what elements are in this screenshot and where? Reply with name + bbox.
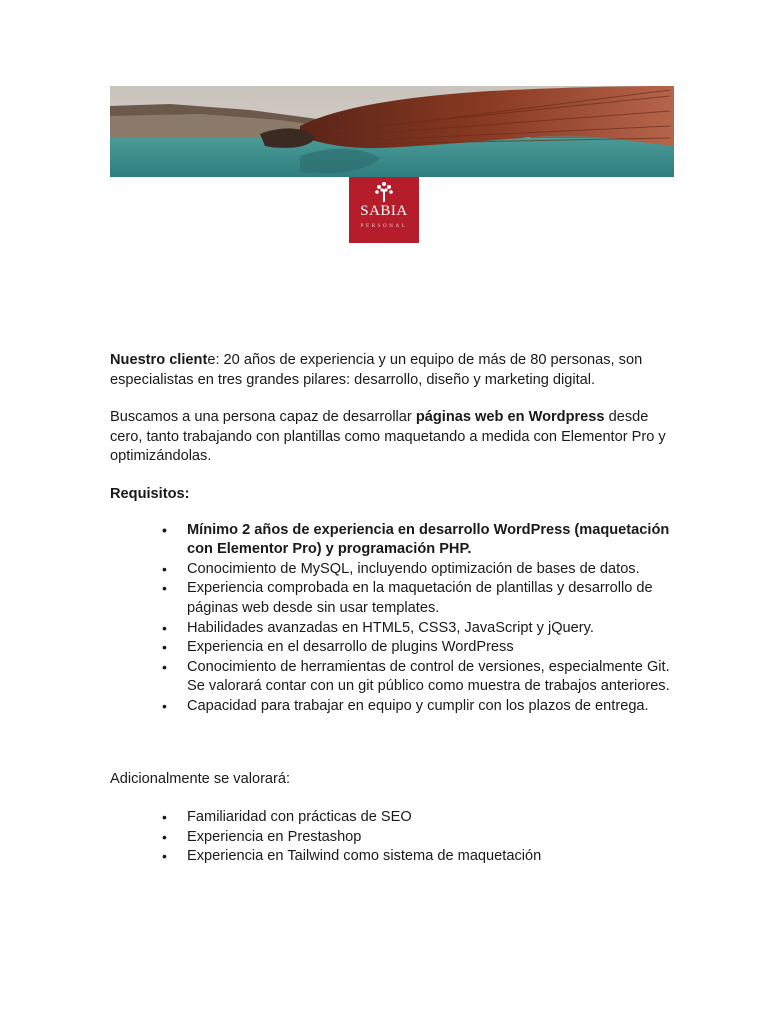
list-item: • Experiencia comprobada en la maquetación de plantillas y desarrollo de páginas web desde sin usar templates. xyxy=(110,579,670,618)
requirements-title-text: Requisitos: xyxy=(110,485,190,502)
additional-title: Adicionalmente se valorará: xyxy=(110,770,291,787)
logo-subtitle: PERSONAL xyxy=(360,224,408,229)
tree-icon xyxy=(374,181,394,203)
requirements-list xyxy=(110,521,670,717)
logo-word: SABIA xyxy=(360,203,408,219)
additional-list xyxy=(110,808,670,867)
list-item: • Capacidad para trabajar en equipo y cumplir con los plazos de entrega. xyxy=(110,697,670,717)
banner-image xyxy=(110,86,674,177)
client-label-rest: e xyxy=(207,352,216,368)
list-item: • Experiencia en Prestashop xyxy=(110,828,670,848)
list-item: • Conocimiento de MySQL, incluyendo optimización de bases de datos. xyxy=(110,560,670,580)
list-item: • Experiencia en el desarrollo de plugins WordPress xyxy=(110,638,670,658)
search-text-before: Buscamos a una persona capaz de desarrollar xyxy=(110,409,416,426)
job-description xyxy=(110,351,670,867)
search-text-after: desde cero, tanto trabajando con plantillas como maquetando a medida con Elementor Pro y optimizándolas. xyxy=(110,409,666,465)
list-item: • Experiencia en Tailwind como sistema de maquetación xyxy=(110,847,670,867)
client-paragraph xyxy=(110,351,670,390)
search-bold: páginas web en Wordpress xyxy=(415,409,605,426)
banner-photo-icon xyxy=(110,86,674,177)
client-text: : 20 años de experiencia y un equipo de más de 80 personas, son especialistas en tres grandes pilares: desarrollo, diseño y marketing digital. xyxy=(110,352,643,388)
search-paragraph xyxy=(110,408,670,467)
list-item: • Habilidades avanzadas en HTML5, CSS3, JavaScript y jQuery. xyxy=(110,619,670,639)
list-item: • Familiaridad con prácticas de SEO xyxy=(110,808,670,828)
requirements-title xyxy=(110,485,670,505)
company-logo xyxy=(349,177,419,243)
list-item: • Conocimiento de herramientas de control de versiones, especialmente Git. Se valorará contar con un git público como muestra de trabajos anteriores. xyxy=(110,658,670,697)
list-item: • Mínimo 2 años de experiencia en desarrollo WordPress (maquetación con Elementor Pro) y programación PHP. xyxy=(110,521,670,560)
client-label: Nuestro client xyxy=(110,352,208,368)
